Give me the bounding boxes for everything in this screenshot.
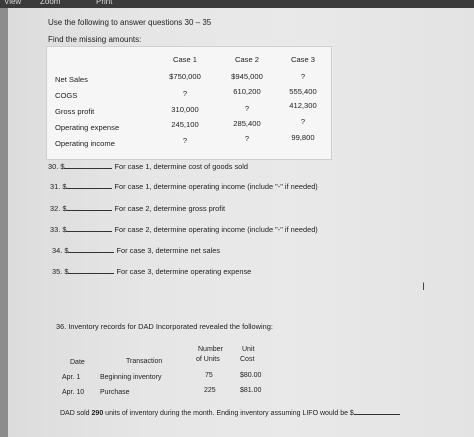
- prompt-pre: DAD sold: [60, 410, 90, 417]
- question-text: For case 1, determine cost of goods sold: [114, 162, 249, 171]
- date-header: Date: [70, 359, 85, 366]
- worksheet-page: [8, 8, 474, 437]
- question-36-intro: 36. Inventory records for DAD Incorporated revealed the following:: [56, 322, 273, 331]
- subtitle-text: Find the missing amounts:: [48, 35, 142, 44]
- question-32: [50, 203, 225, 213]
- question-text: For case 2, determine operating income (include "-" if needed): [114, 225, 318, 234]
- table-cell: 610,200: [233, 87, 261, 96]
- question-text: For case 2, determine gross profit: [114, 204, 226, 213]
- answer-blank[interactable]: [66, 181, 112, 189]
- toolbar-view[interactable]: View: [4, 0, 22, 6]
- question-31: [50, 181, 318, 191]
- cost-header-bottom: Cost: [240, 356, 255, 363]
- table-cell: $750,000: [169, 72, 201, 81]
- table-cell: ?: [300, 72, 306, 81]
- units-sold: 290: [91, 410, 104, 417]
- column-header-case-3: Case 3: [290, 55, 316, 64]
- question-number: 32. $: [50, 204, 67, 213]
- question-text: For case 3, determine operating expense: [116, 267, 252, 276]
- inventory-units: 225: [204, 387, 216, 394]
- answer-blank[interactable]: [66, 203, 112, 211]
- inventory-transaction: Purchase: [100, 389, 130, 396]
- toolbar-zoom[interactable]: Zoom: [40, 0, 61, 6]
- question-30: [48, 161, 248, 171]
- table-cell: ?: [182, 136, 188, 145]
- answer-blank[interactable]: [66, 224, 112, 232]
- inventory-transaction: Beginning inventory: [100, 374, 162, 381]
- cost-header-top: Unit: [242, 346, 255, 353]
- question-text: For case 3, determine net sales: [116, 246, 221, 255]
- question-number: 30. $: [48, 162, 65, 171]
- question-33: [50, 224, 318, 234]
- row-label-gross-profit: Gross profit: [55, 107, 95, 116]
- table-cell: 555,400: [289, 87, 317, 96]
- inventory-cost: $81.00: [240, 387, 262, 394]
- viewer-toolbar: [0, 0, 474, 8]
- table-cell: ?: [182, 89, 188, 98]
- table-cell: 245,100: [171, 120, 199, 129]
- inventory-cost: $80.00: [240, 372, 262, 379]
- units-header-bottom: of Units: [196, 356, 220, 363]
- question-number: 35. $: [52, 267, 69, 276]
- column-header-case-2: Case 2: [234, 55, 260, 64]
- table-cell: 412,300: [289, 101, 317, 110]
- table-cell: ?: [244, 134, 250, 143]
- question-number: 31. $: [50, 182, 67, 191]
- answer-blank[interactable]: [354, 407, 400, 415]
- table-cell: 285,400: [233, 119, 261, 128]
- row-label-cogs: COGS: [55, 91, 78, 100]
- question-number: 34. $: [52, 246, 69, 255]
- inventory-units: 75: [205, 372, 213, 379]
- table-cell: ?: [300, 117, 306, 126]
- inventory-date: Apr. 1: [62, 374, 81, 381]
- question-35: [52, 266, 251, 276]
- table-cell: ?: [244, 104, 250, 113]
- answer-blank[interactable]: [68, 245, 114, 253]
- toolbar-print[interactable]: Print: [96, 0, 113, 6]
- question-number: 33. $: [50, 225, 67, 234]
- inventory-date: Apr. 10: [62, 389, 85, 396]
- instruction-text: Use the following to answer questions 30 – 35: [48, 18, 212, 27]
- units-header-top: Number: [198, 346, 223, 353]
- prompt-post: units of inventory during the month. Ending inventory assuming LIFO would be $: [105, 410, 354, 417]
- table-cell: 310,000: [171, 105, 199, 114]
- question-34: [52, 245, 220, 255]
- answer-blank[interactable]: [64, 161, 112, 169]
- question-text: For case 1, determine operating income (include "-" if needed): [114, 182, 318, 191]
- row-label-operating-income: Operating income: [55, 139, 115, 148]
- text-cursor-icon: I: [422, 281, 426, 293]
- table-cell: $945,000: [231, 72, 263, 81]
- row-label-net-sales: Net Sales: [55, 75, 88, 84]
- question-36-prompt: [60, 407, 400, 417]
- missing-amounts-table: [46, 46, 332, 160]
- transaction-header: Transaction: [126, 358, 163, 365]
- answer-blank[interactable]: [68, 266, 114, 274]
- row-label-operating-expense: Operating expense: [55, 123, 120, 132]
- column-header-case-1: Case 1: [172, 55, 198, 64]
- table-cell: 99,800: [291, 133, 315, 142]
